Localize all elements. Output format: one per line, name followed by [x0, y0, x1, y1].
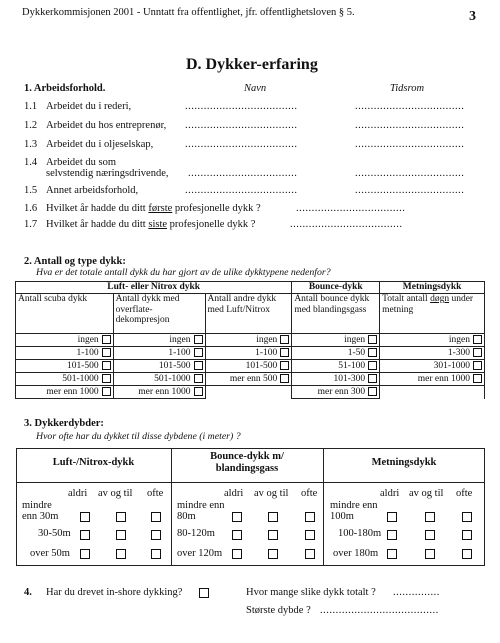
- checkbox[interactable]: [473, 374, 482, 383]
- depth-table-header-divider: [16, 482, 485, 483]
- item-1-1-number: 1.1: [24, 101, 38, 112]
- checkbox[interactable]: [80, 530, 90, 540]
- col-header-scuba: Antall scuba dykk: [16, 294, 114, 334]
- item-1-4-navn-field[interactable]: ...................................: [188, 168, 298, 179]
- item-1-4-label: Arbeidet du som: [46, 157, 116, 168]
- group-metning: Metningsdykk: [380, 282, 485, 294]
- checkbox[interactable]: [305, 530, 315, 540]
- checkbox[interactable]: [425, 549, 435, 559]
- checkbox[interactable]: [194, 348, 203, 357]
- checkbox[interactable]: [232, 530, 242, 540]
- checkbox[interactable]: [280, 335, 289, 344]
- item-1-6-question: Hvilket år hadde du ditt første profesjonelle dykk ?: [46, 203, 261, 214]
- freq-aldri-label: aldri: [68, 488, 88, 499]
- checkbox[interactable]: [368, 387, 377, 396]
- section4-number: 4.: [24, 587, 32, 598]
- section2-subheading: Hva er det totale antall dykk du har gjort av de ulike dykktypene nedenfor?: [36, 267, 331, 278]
- section-title: D. Dykker-erfaring: [186, 56, 318, 73]
- item-1-5-tidsrom-field[interactable]: ...................................: [355, 185, 465, 196]
- checkbox[interactable]: [368, 348, 377, 357]
- depth-label: 100-180m: [338, 528, 382, 539]
- checkbox[interactable]: [151, 530, 161, 540]
- depth-label: over 180m: [333, 548, 379, 559]
- in-shore-checkbox[interactable]: [199, 588, 209, 598]
- item-1-3-number: 1.3: [24, 139, 38, 150]
- item-1-3-tidsrom-field[interactable]: ...................................: [355, 139, 465, 150]
- item-1-1-tidsrom-field[interactable]: ...................................: [355, 101, 465, 112]
- total-dives-question: Hvor mange slike dykk totalt ?: [246, 587, 376, 598]
- col-header-metning: Totalt antall døgn under metning: [380, 294, 485, 334]
- checkbox[interactable]: [102, 348, 111, 357]
- checkbox[interactable]: [194, 335, 203, 344]
- item-1-4-tidsrom-field[interactable]: ...................................: [355, 168, 465, 179]
- checkbox[interactable]: [387, 549, 397, 559]
- depth-label: over 50m: [30, 548, 70, 559]
- checkbox[interactable]: [368, 335, 377, 344]
- checkbox[interactable]: [116, 530, 126, 540]
- item-1-2-label: Arbeidet du hos entreprenør,: [46, 120, 167, 131]
- checkbox[interactable]: [80, 512, 90, 522]
- freq-ofte-label: ofte: [301, 488, 318, 499]
- checkbox[interactable]: [102, 335, 111, 344]
- depth-label: 80-120m: [177, 528, 215, 539]
- table-row: mer enn 1000 mer enn 1000 mer enn 300: [16, 386, 485, 399]
- depth-label: mindre enn 30m: [22, 500, 59, 522]
- page-number: 3: [469, 9, 476, 24]
- group-luft-nitrox-title: Luft-/Nitrox-dykk: [52, 457, 135, 468]
- checkbox[interactable]: [387, 530, 397, 540]
- group-bounce-title: Bounce-dykk m/ blandingsgass: [210, 451, 284, 474]
- checkbox[interactable]: [473, 361, 482, 370]
- max-depth-question: Største dybde ?: [246, 605, 311, 616]
- table-row: 101-500 101-500 101-500 51-100 301-1000: [16, 360, 485, 373]
- checkbox[interactable]: [473, 335, 482, 344]
- depth-label: 30-50m: [38, 528, 71, 539]
- item-1-5-label: Annet arbeidsforhold,: [46, 185, 139, 196]
- checkbox[interactable]: [116, 512, 126, 522]
- item-1-2-tidsrom-field[interactable]: ...................................: [355, 120, 465, 131]
- item-1-1-navn-field[interactable]: ....................................: [185, 101, 298, 112]
- checkbox[interactable]: [116, 549, 126, 559]
- item-1-5-number: 1.5: [24, 185, 38, 196]
- freq-avogtil-label: av og til: [254, 488, 289, 499]
- checkbox[interactable]: [268, 530, 278, 540]
- checkbox[interactable]: [425, 530, 435, 540]
- freq-ofte-label: ofte: [456, 488, 473, 499]
- checkbox[interactable]: [102, 387, 111, 396]
- table-row: ingen ingen ingen ingen ingen: [16, 334, 485, 347]
- group-bounce: Bounce-dykk: [292, 282, 380, 294]
- group-metning-title: Metningsdykk: [371, 457, 437, 468]
- checkbox[interactable]: [305, 512, 315, 522]
- checkbox[interactable]: [151, 549, 161, 559]
- total-dives-field[interactable]: ...............: [393, 587, 440, 598]
- item-1-1-label: Arbeidet du i rederi,: [46, 101, 132, 112]
- checkbox[interactable]: [462, 512, 472, 522]
- item-1-3-label: Arbeidet du i oljeselskap,: [46, 139, 154, 150]
- col-header-bounce: Antall bounce dykk med blandingsgass: [292, 294, 380, 334]
- freq-avogtil-label: av og til: [409, 488, 444, 499]
- checkbox[interactable]: [80, 549, 90, 559]
- checkbox[interactable]: [232, 549, 242, 559]
- freq-aldri-label: aldri: [224, 488, 244, 499]
- item-1-4-number: 1.4: [24, 157, 38, 168]
- col-header-andre: Antall andre dykk med Luft/Nitrox: [205, 294, 292, 334]
- checkbox[interactable]: [280, 374, 289, 383]
- checkbox[interactable]: [194, 361, 203, 370]
- page-header: Dykkerkommisjonen 2001 - Unntatt fra offentlighet, jfr. offentlighetsloven § 5.: [22, 7, 355, 18]
- item-1-7-number: 1.7: [24, 219, 38, 230]
- item-1-7-answer-field[interactable]: ....................................: [290, 219, 403, 230]
- checkbox[interactable]: [280, 361, 289, 370]
- group-luft-nitrox: Luft- eller Nitrox dykk: [16, 282, 292, 294]
- item-1-7-question: Hvilket år hadde du ditt siste profesjonelle dykk ?: [46, 219, 256, 230]
- checkbox[interactable]: [368, 361, 377, 370]
- depth-label: over 120m: [177, 548, 223, 559]
- column-navn-label: Navn: [244, 83, 267, 94]
- checkbox[interactable]: [151, 512, 161, 522]
- checkbox[interactable]: [102, 361, 111, 370]
- item-1-3-navn-field[interactable]: ....................................: [185, 139, 298, 150]
- column-tidsrom-label: Tidsrom: [390, 83, 425, 94]
- checkbox[interactable]: [473, 348, 482, 357]
- checkbox[interactable]: [305, 549, 315, 559]
- checkbox[interactable]: [102, 374, 111, 383]
- section1-heading: 1. Arbeidsforhold.: [24, 83, 106, 94]
- table-row: 501-1000 501-1000 mer enn 500 101-300 mer enn 1000: [16, 373, 485, 386]
- checkbox[interactable]: [462, 530, 472, 540]
- checkbox[interactable]: [194, 374, 203, 383]
- checkbox[interactable]: [280, 348, 289, 357]
- checkbox[interactable]: [268, 512, 278, 522]
- section3-subheading: Hvor ofte har du dykket til disse dybdene (i meter) ?: [36, 431, 241, 442]
- freq-aldri-label: aldri: [380, 488, 400, 499]
- max-depth-field[interactable]: ......................................: [320, 605, 439, 616]
- checkbox[interactable]: [425, 512, 435, 522]
- item-1-4-label-line2: selvstendig næringsdrivende,: [46, 168, 169, 179]
- item-1-2-navn-field[interactable]: ....................................: [185, 120, 298, 131]
- checkbox[interactable]: [232, 512, 242, 522]
- col-header-overflate: Antall dykk med overflate-dekompresjon: [113, 294, 205, 334]
- checkbox[interactable]: [462, 549, 472, 559]
- checkbox[interactable]: [387, 512, 397, 522]
- item-1-2-number: 1.2: [24, 120, 38, 131]
- checkbox[interactable]: [268, 549, 278, 559]
- section4-question: Har du drevet in-shore dykking?: [46, 587, 183, 598]
- dive-count-table: [15, 281, 485, 399]
- item-1-5-navn-field[interactable]: ....................................: [185, 185, 298, 196]
- depth-label: mindre enn 80m: [177, 500, 225, 522]
- checkbox[interactable]: [194, 387, 203, 396]
- freq-ofte-label: ofte: [147, 488, 164, 499]
- checkbox[interactable]: [368, 374, 377, 383]
- table-row: 1-100 1-100 1-100 1-50 1-300: [16, 347, 485, 360]
- item-1-6-answer-field[interactable]: ...................................: [296, 203, 406, 214]
- section2-heading: 2. Antall og type dykk:: [24, 256, 126, 267]
- freq-avogtil-label: av og til: [98, 488, 133, 499]
- item-1-6-number: 1.6: [24, 203, 38, 214]
- depth-label: mindre enn 100m: [330, 500, 378, 522]
- section3-heading: 3. Dykkerdybder:: [24, 418, 104, 429]
